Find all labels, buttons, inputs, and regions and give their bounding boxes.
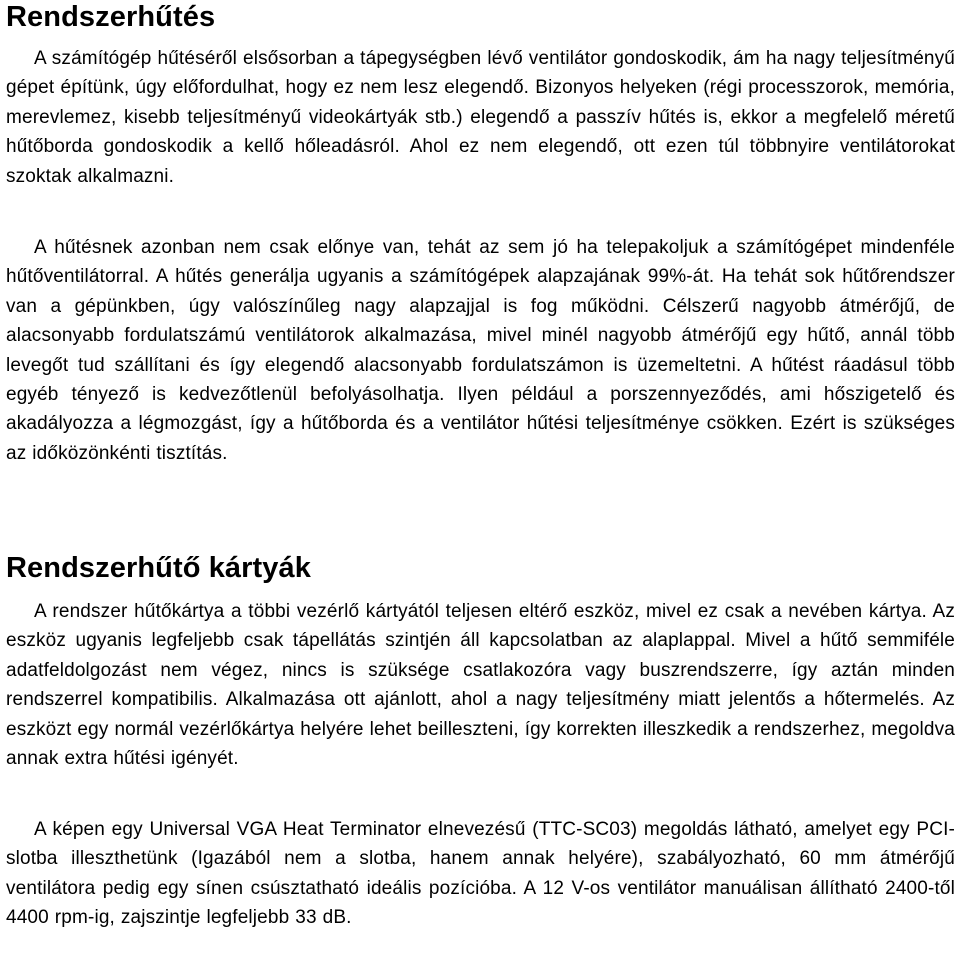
paragraph: A rendszer hűtőkártya a többi vezérlő kártyától teljesen eltérő eszköz, mivel ez csak a nevében kártya. Az eszköz ugyanis legfeljebb csak tápellátás szintjén áll kapcsolatban az alaplappal. Mivel a hűtő semmiféle adatfeldolgozást nem végez, nincs is szüksége csatlakozóra vagy buszrendszerre, így aztán minden rendszerrel kompatibilis. Alkalmazása ott ajánlott, ahol a nagy teljesítmény miatt jelentős a hőtermelés. Az eszközt egy normál vezérlőkártya helyére lehet beilleszteni, így korrekten illeszkedik a rendszerhez, megoldva annak extra hűtési igényét. bbox=[6, 601, 955, 770]
paragraph: A számítógép hűtéséről elsősorban a tápegységben lévő ventilátor gondoskodik, ám ha nagy teljesítményű gépet építünk, úgy előfordulhat, hogy ez nem lesz elegendő. Bizonyos helyeken (régi processzorok, memória, merevlemez, kisebb teljesítményű videokártyák stb.) elegendő a passzív hűtés is, ekkor a megfelelő méretű hűtőborda gondoskodik a kellő hőleadásról. Ahol ez nem elegendő, ott ezen túl többnyire ventilátorokat szoktak alkalmazni. bbox=[6, 48, 955, 187]
paragraph: A képen egy Universal VGA Heat Terminator elnevezésű (TTC-SC03) megoldás látható, amelyet egy PCI-slotba illeszthetünk (Igazából nem a slotba, hanem annak helyére), szabályozható, 60 mm átmérőjű ventilátora pedig egy sínen csúsztatható ideális pozícióba. A 12 V-os ventilátor manuálisan állítható 2400-től 4400 rpm-ig, zajszintje legfeljebb 33 dB. bbox=[6, 819, 955, 929]
section-heading-rendszerhuto-kartyak: Rendszerhűtő kártyák bbox=[6, 552, 311, 584]
paragraph: A hűtésnek azonban nem csak előnye van, tehát az sem jó ha telepakoljuk a számítógépet mindenféle hűtőventilátorral. A hűtés generálja ugyanis a számítógépek alapzajának 99%-át. Ha tehát sok hűtőrendszer van a gépünkben, úgy valószínűleg nagy alapzajjal is fog működni. Célszerű nagyobb átmérőjű, de alacsonyabb fordulatszámú ventilátorok alkalmazása, mivel minél nagyobb átmérőjű egy hűtő, annál több levegőt tud szállítani és így elegendő alacsonyabb fordulatszámon is üzemeltetni. A hűtést ráadásul több egyéb tényező is kedvezőtlenül befolyásolhatja. Ilyen például a porszennyeződés, ami hőszigetelő és akadályozza a légmozgást, így a hűtőborda és a ventilátor hűtési teljesítménye csökken. Ezért is szükséges az időközönkénti tisztítás. bbox=[6, 237, 955, 464]
section-heading-rendszerhutes: Rendszerhűtés bbox=[6, 1, 216, 33]
